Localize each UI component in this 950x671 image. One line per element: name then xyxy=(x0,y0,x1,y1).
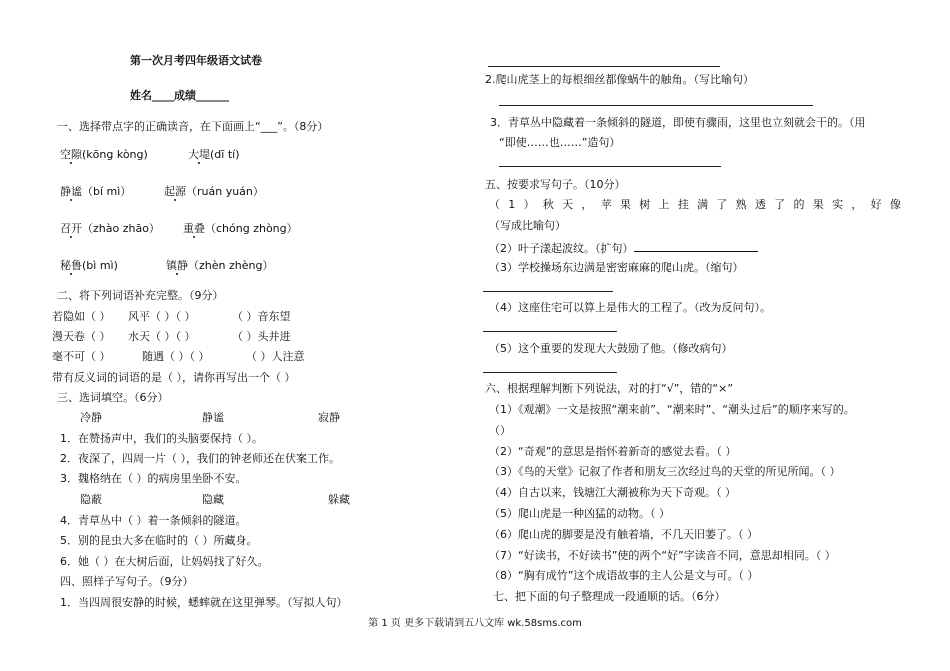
q5-char: ， xyxy=(581,198,593,211)
q5-char: 果 xyxy=(812,198,824,211)
q5-char: 透 xyxy=(754,198,766,211)
q1-item xyxy=(164,185,264,199)
q5-char: 实 xyxy=(832,198,844,211)
q1-word: 镇静 xyxy=(166,259,188,272)
q5-char: 天 xyxy=(562,198,574,211)
q5-char: 1 xyxy=(508,198,516,211)
q2-cell: 风平（ ）（ ） xyxy=(128,310,196,323)
q5-char: （ xyxy=(489,198,500,211)
q3-sentence: 6．她（ ）在大树后面，让妈妈找了好久。 xyxy=(60,555,269,568)
q1-item xyxy=(166,259,273,273)
q6-item: （6）爬山虎的脚要是没有触着墙，不几天旧萎了。（ ） xyxy=(489,528,758,541)
q3-word: 静谧 xyxy=(202,411,224,424)
q1-item xyxy=(60,148,148,162)
q1-word: 大堤 xyxy=(188,148,210,161)
q3-sentence: 1．在赞扬声中，我们的头脑要保持（ ）。 xyxy=(60,432,263,445)
q1-pinyin: (kōng kòng) xyxy=(82,148,148,161)
q5-char: 了 xyxy=(716,198,728,211)
q5-char: 熟 xyxy=(735,198,747,211)
q2-cell: 若隐如（ ） xyxy=(52,310,111,323)
q1-item xyxy=(60,222,160,236)
q1-pinyin: (bì mì) xyxy=(82,259,118,272)
q5-sentence: （2）叶子漾起波纹。（扩句） xyxy=(489,242,634,255)
q5-char: 果 xyxy=(619,198,631,211)
q1-item xyxy=(60,259,118,273)
answer-line xyxy=(499,105,813,106)
q3-sentence: 3．魏格纳在（ ）的病房里坐卧不安。 xyxy=(60,472,247,485)
q1-word: 重叠 xyxy=(183,222,205,235)
q5-char: 秋 xyxy=(542,198,554,211)
q2-antonym: 带有反义词的词语的是（ ），请你再写出一个（ ） xyxy=(52,371,296,384)
q3-sentence: 5．别的昆虫大多在临时的（ ）所藏身。 xyxy=(60,534,258,547)
q3-word: 隐蔽 xyxy=(80,493,102,506)
q1-word: 空隙 xyxy=(60,148,82,161)
q5-char: 了 xyxy=(774,198,786,211)
q6-item: （8）“胸有成竹”这个成语故事的主人公是文与可。（ ） xyxy=(489,569,759,582)
q2-cell: 水天（ ）（ ） xyxy=(128,330,196,343)
exam-title: 第一次月考四年级语文试卷 xyxy=(130,54,262,67)
q5-char: 满 xyxy=(697,198,709,211)
q4-sentence: 3．青草丛中隐藏着一条倾斜的隧道，即使有骤雨，这里也立刻就会干的。（用 xyxy=(490,116,866,129)
q1-heading: 一、选择带点字的正确读音，在下面画上“___”。（8分） xyxy=(57,120,329,133)
q4-sentence: 2.爬山虎茎上的每根细丝都像蜗牛的触角。（写比喻句） xyxy=(485,73,754,86)
q5-char: 树 xyxy=(639,198,651,211)
q6-item: （7）“好读书，不好读书”使的两个“好”字读音不同，意思却相同。（ ） xyxy=(489,549,836,562)
q3-word: 寂静 xyxy=(318,411,340,424)
q6-item: （1）《观潮》一文是按照“潮来前”、“潮来时”、“潮头过后”的顺序来写的。 xyxy=(489,403,855,416)
q1-pinyin: （bí mì） xyxy=(82,185,132,198)
q1-item xyxy=(188,148,240,162)
q3-sentence: 4．青草丛中（ ）着一条倾斜的隧道。 xyxy=(60,514,247,527)
q4-heading: 四、照样子写句子。（9分） xyxy=(60,575,194,588)
q2-cell: （ ）音东望 xyxy=(232,310,291,323)
q4-sentence: “即使……也……”造句） xyxy=(499,136,621,149)
q5-sentence: （4）这座住宅可以算上是伟大的工程了。（改为反问句）。 xyxy=(489,301,771,314)
q5-char: 上 xyxy=(658,198,670,211)
q1-pinyin: （zhèn zhèng） xyxy=(188,259,274,272)
q1-word: 静谧 xyxy=(60,185,82,198)
answer-line xyxy=(488,66,720,67)
q2-cell: 毫不可（ ） xyxy=(52,350,111,363)
q5-char: 好 xyxy=(870,198,882,211)
answer-line xyxy=(499,166,721,167)
q5-sentence: （写成比喻句） xyxy=(489,219,566,232)
q1-word: 秘鲁 xyxy=(60,259,82,272)
q5-char: 的 xyxy=(793,198,805,211)
q5-char: 像 xyxy=(889,198,901,211)
q5-sentence: （3）学校操场东边满是密密麻麻的爬山虎。（缩句） xyxy=(489,261,744,274)
q5-sentence-1 xyxy=(489,198,901,212)
q1-word: 召开 xyxy=(60,222,82,235)
q6-heading: 六、根据理解判断下列说法，对的打“√”，错的“×” xyxy=(485,382,734,395)
q7-heading: 七、把下面的句子整理成一段通顺的话。（6分） xyxy=(493,590,726,603)
q6-item: （） xyxy=(489,424,511,437)
q1-pinyin: （chóng zhòng） xyxy=(205,222,298,235)
q5-heading: 五、按要求写句子。（10分） xyxy=(485,178,626,191)
q3-heading: 三、选词填空。（6分） xyxy=(57,391,169,404)
q5-sentence-2 xyxy=(489,240,758,256)
page-footer: 第 1 页 更多下载请到五八文库 wk.58sms.com xyxy=(368,618,582,629)
q5-char: ， xyxy=(851,198,863,211)
q5-char: 挂 xyxy=(677,198,689,211)
q2-cell: 随遇（ ）（ ） xyxy=(142,350,210,363)
q6-item: （4）自古以来，钱塘江大潮被称为天下奇观。（ ） xyxy=(489,486,736,499)
q4-sentence: 1．当四周很安静的时候，蟋蟀就在这里弹琴。（写拟人句） xyxy=(60,596,348,609)
q2-heading: 二、将下列词语补充完整。（9分） xyxy=(57,289,224,302)
q1-item xyxy=(183,222,298,236)
q1-item xyxy=(60,185,131,199)
q3-sentence: 2．夜深了，四周一片（ ），我们的钟老师还在伏案工作。 xyxy=(60,452,340,465)
q1-pinyin: （ruán yuán） xyxy=(186,185,264,198)
q1-word: 起源 xyxy=(164,185,186,198)
q3-word: 躲藏 xyxy=(328,493,350,506)
answer-line xyxy=(483,291,613,292)
q6-item: （3）《鸟的天堂》记叙了作者和朋友三次经过鸟的天堂的所见所闻。（ ） xyxy=(489,465,841,478)
q5-char: 苹 xyxy=(600,198,612,211)
name-score-line: 姓名____成绩______ xyxy=(130,89,229,102)
q5-char: ） xyxy=(523,198,535,211)
q5-sentence: （5）这个重要的发现大大鼓励了他。（修改病句） xyxy=(489,342,733,355)
q6-item: （2）“奇观”的意思是指怀着新奇的感觉去看。（ ） xyxy=(489,445,737,458)
q2-cell: （ ）头并进 xyxy=(232,330,291,343)
q3-word: 隐藏 xyxy=(202,493,224,506)
q1-pinyin: (dī tí) xyxy=(210,148,240,161)
q3-word: 冷静 xyxy=(80,411,102,424)
answer-line xyxy=(483,372,617,373)
q1-pinyin: （zhào zhāo） xyxy=(82,222,160,235)
answer-blank xyxy=(634,240,758,252)
q6-item: （5）爬山虎是一种凶猛的动物。（ ） xyxy=(489,507,670,520)
answer-line xyxy=(483,331,617,332)
q2-cell: （ ）人注意 xyxy=(246,350,305,363)
q2-cell: 漫天卷（ ） xyxy=(52,330,111,343)
